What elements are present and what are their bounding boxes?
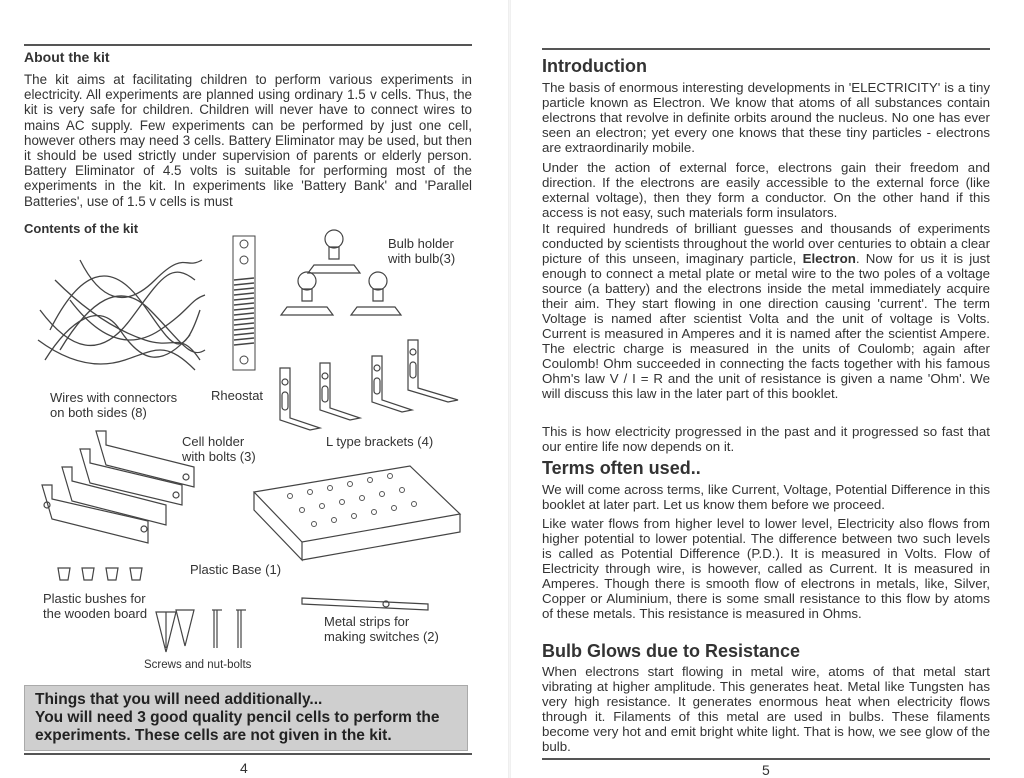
cell-holder-label: Cell holder with bolts (3)	[182, 434, 256, 464]
intro-paragraph-1: The basis of enormous interesting developments in 'ELECTRICITY' is a tiny particle known as Electron. We know that atoms of all substances contain electrons that revolve in definite orbits around the nucleus. No one has ever seen an electron; yet every one knows that these tiny particles - electrons are extraordinarily mobile.	[542, 80, 990, 155]
bulb-holder-illustration	[282, 225, 392, 325]
wires-illustration	[30, 240, 210, 390]
top-rule	[542, 48, 990, 50]
terms-paragraph-1: We will come across terms, like Current, Voltage, Potential Difference in this booklet at later part. Let us know them before we proceed.	[542, 482, 990, 512]
bottom-rule	[24, 753, 472, 755]
bulb-holder-label: Bulb holder with bulb(3)	[388, 236, 456, 266]
intro-paragraph-4: This is how electricity progressed in the past and it progressed so fast that our entire life now depends on it.	[542, 424, 990, 454]
l-brackets-label: L type brackets (4)	[326, 434, 434, 449]
intro-paragraph-2: Under the action of external force, electrons gain their freedom and direction. If the electrons are easily accessible to the external force (like external voltage), then they form a conductor. On the other hand if this access is not easy, such materials form insulators.	[542, 160, 990, 220]
contents-title: Contents of the kit	[24, 221, 139, 236]
metal-strips-label: Metal strips for making switches (2)	[324, 614, 439, 644]
bulb-paragraph: When electrons start flowing in metal wire, atoms of that metal start vibrating at higher amplitude. This generates heat. Metal like Tungsten has very high resistance. It generates enormous heat when electricity flows through it. Filaments of this metal are used in bulbs. These filaments become very hot and emit bright white light. That is how, we see glow of the bulb.	[542, 664, 990, 754]
note-body: You will need 3 good quality pencil cells to perform the experiments. These cells are not given in the kit.	[35, 709, 440, 744]
wires-label: Wires with connectors on both sides (8)	[50, 390, 178, 420]
bulb-title: Bulb Glows due to Resistance	[542, 641, 801, 661]
rheostat-illustration	[230, 234, 260, 374]
right-page	[512, 0, 1024, 778]
electron-term: Electron	[802, 251, 856, 266]
screws-label: Screws and nut-bolts	[144, 659, 252, 671]
bottom-rule	[542, 758, 990, 760]
about-title: About the kit	[24, 49, 110, 65]
note-title: Things that you will need additionally...	[35, 691, 323, 708]
page-number: 4	[240, 760, 248, 776]
intro-paragraph-3: It required hundreds of brilliant guesses and thousands of experiments conducted by scientists throughout the world over centuries to obtain a clear picture of this unseen, imaginary particle, Electron. Now for us it is just enough to connect a metal plate or metal wire to the two poles of a voltage source (a battery) and the electrons inside the metal immediately acquire their aim. They start flowing in one direction causing 'current'. The term Voltage is named after scientist Volta and the unit of voltage is Volts. Current is measured in Amperes and it is named after the scientist Ampere. The electric charge is measured in the units of Coulomb; again after Coulomb! Ohm succeeded in connecting the facts together with his famous Ohm's law V / I = R and the unit of resistance is given a name 'Ohm'. We will discuss this law in the later part of this booklet.	[542, 221, 990, 401]
bushes-illustration	[56, 566, 152, 586]
top-rule	[24, 44, 472, 46]
page-number: 5	[762, 762, 770, 778]
plastic-base-illustration	[250, 462, 462, 572]
l-brackets-illustration	[276, 338, 466, 433]
terms-title: Terms often used..	[542, 458, 701, 478]
metal-strip-illustration	[300, 594, 434, 614]
terms-paragraph-2: Like water flows from higher level to lower level, Electricity also flows from higher potential to lower potential. The difference between two such levels is called as Potential Difference (P.D.). It is measured in Volts. Flow of Electricity through wire, is however, called as Current. It is measured in Amperes. Though there is smooth flow of electrons in metals, like, Silver, Copper or Aluminium, there is some small resistance to this flow by atoms of these metals. This resistance is measured in Ohms.	[542, 516, 990, 621]
intro-title: Introduction	[542, 56, 647, 76]
about-text: The kit aims at facilitating children to perform various experiments in electricity. All experiments are planned using ordinary 1.5 v cells. Thus, the kit is very safe for children. Children will never have to connect wires to mains AC supply. Few experiments can be performed by just one cell, however others may need 3 cells. Battery Eliminator may be used, but then it should be used strictly under supervision of parents or elderly person. Battery Eliminator of 4.5 volts is suitable for performing most of the experiments in the kit. In experiments like 'Battery Bank' and 'Parallel Batteries', use of 1.5 v cells is must	[24, 72, 472, 209]
left-page	[0, 0, 508, 778]
rheostat-label: Rheostat	[211, 388, 264, 403]
note-box	[24, 685, 468, 751]
plastic-base-label: Plastic Base (1)	[190, 562, 282, 577]
screws-illustration	[154, 608, 264, 656]
bushes-label: Plastic bushes for the wooden board	[43, 591, 148, 621]
cell-holders-illustration	[36, 425, 206, 547]
page-gutter	[508, 0, 511, 778]
